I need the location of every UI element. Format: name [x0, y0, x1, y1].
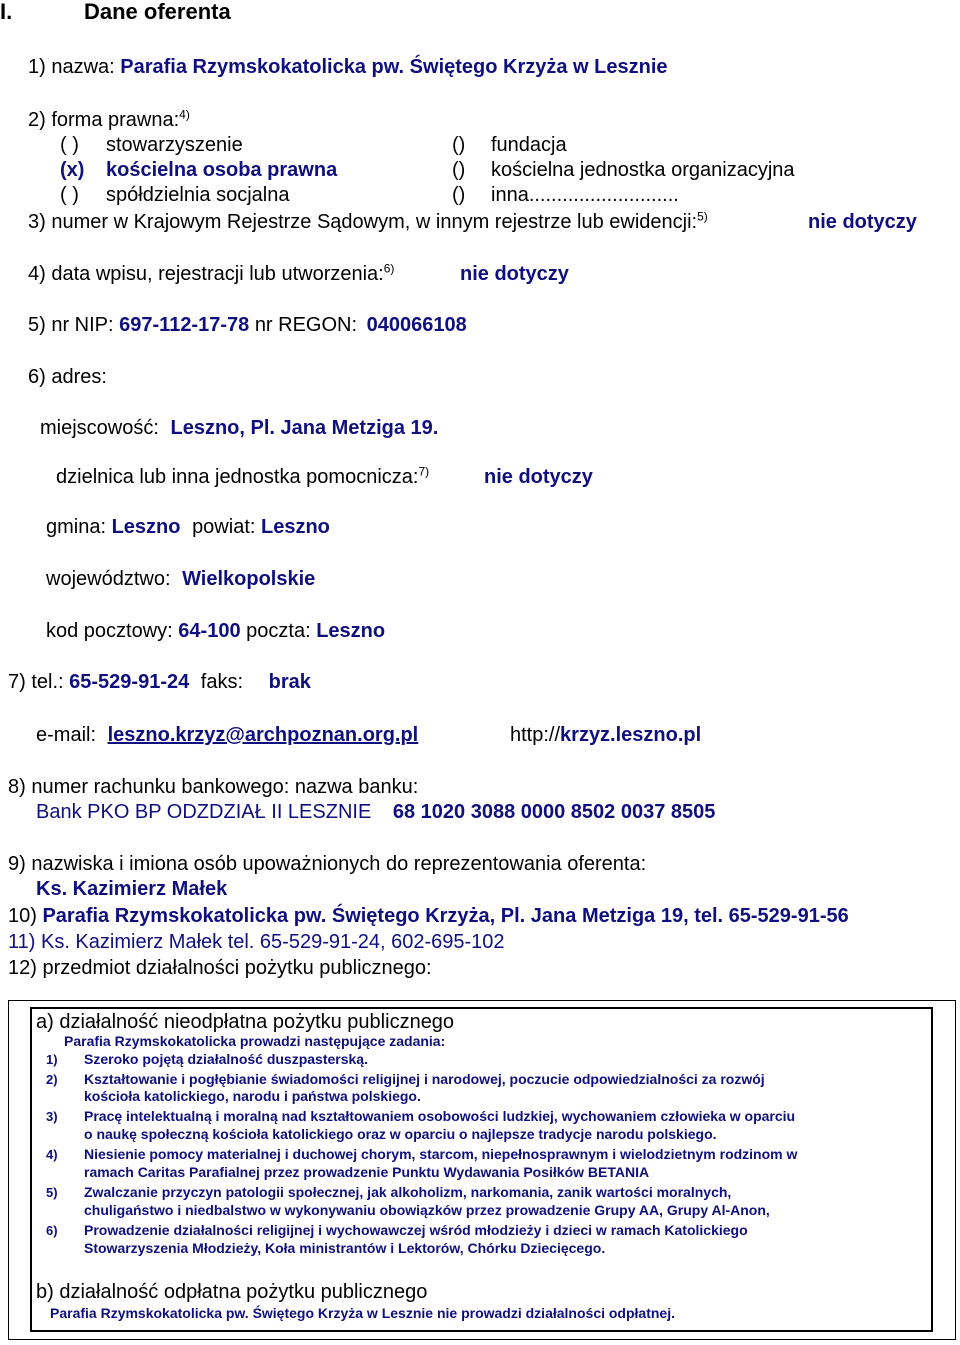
- option-mark: (): [452, 184, 466, 206]
- item10-row: 10) Parafia Rzymskokatolicka pw. Świętego Krzyża, Pl. Jana Metziga 19, tel. 65-529-91-56: [8, 905, 849, 927]
- bank-label: 8) numer rachunku bankowego: nazwa banku:: [8, 776, 419, 798]
- option-text-selected: kościelna osoba prawna: [106, 159, 338, 181]
- website-link[interactable]: krzyz.leszno.pl: [560, 724, 702, 746]
- powiat-value: Leszno: [261, 516, 330, 538]
- footnote-5: 5): [697, 209, 708, 224]
- nip-value: 697-112-17-78: [119, 314, 250, 336]
- task-number: 2): [46, 1072, 58, 1087]
- free-activity-intro: Parafia Rzymskokatolicka prowadzi następujące zadania:: [64, 1033, 446, 1049]
- postal-row: kod pocztowy: 64-100 poczta: Leszno: [46, 620, 386, 642]
- email-row: e-mail: leszno.krzyz@archpoznan.org.pl: [36, 724, 419, 746]
- option-mark: ( ): [60, 184, 79, 206]
- task-line: kościoła katolickiego, narodu i państwa polskiego.: [84, 1088, 421, 1104]
- bank-row: [36, 800, 715, 824]
- task-number: 6): [46, 1223, 58, 1238]
- task-line: Kształtowanie i pogłębianie świadomości religijnej i narodowej, poczucie odpowiedzialności za rozwój: [84, 1071, 765, 1087]
- date-value: nie dotyczy: [460, 263, 569, 285]
- krs-value: nie dotyczy: [808, 211, 917, 233]
- task-line: Zwalczanie przyczyn patologii społecznej, jak alkoholizm, narkomania, zanik wartości moralnych,: [84, 1184, 732, 1200]
- option-text: spółdzielnia socjalna: [106, 184, 290, 206]
- task-line: Pracę intelektualną i moralną nad kształtowaniem osobowości ludzkiej, wychowaniem człowieka w oparciu: [84, 1108, 796, 1124]
- option-text: kościelna jednostka organizacyjna: [491, 159, 795, 181]
- option-text: fundacja: [491, 134, 567, 156]
- option-mark: (x): [60, 159, 85, 181]
- footnote-6: 6): [383, 261, 395, 276]
- item10-value: Parafia Rzymskokatolicka pw. Świętego Krzyża, Pl. Jana Metziga 19, tel. 65-529-91-56: [42, 905, 849, 927]
- option-mark: (): [452, 159, 466, 181]
- option-mark: ( ): [60, 134, 79, 156]
- option-text: stowarzyszenie: [106, 134, 243, 156]
- regon-label: nr REGON:: [254, 314, 358, 336]
- legal-form-label: 2) forma prawna:$^{4)}$: [28, 107, 190, 131]
- gmina-value: Leszno: [111, 516, 181, 538]
- task-number: 5): [46, 1185, 58, 1200]
- item12-label: 12) przedmiot działalności pożytku publicznego:: [8, 957, 432, 979]
- option-mark: (): [452, 134, 466, 156]
- option-text: inna...........................: [491, 184, 679, 206]
- name-row: [28, 55, 668, 79]
- phone-row: 7) tel.: 65-529-91-24 faks: brak: [8, 671, 311, 693]
- website-row: http://krzyz.leszno.pl: [510, 724, 702, 746]
- address-label: 6) adres:: [28, 366, 107, 388]
- phone-value: 65-529-91-24: [69, 671, 190, 693]
- district-label: dzielnica lub inna jednostka pomocnicza:$^{7)}$: [56, 464, 430, 488]
- fax-value: brak: [268, 671, 311, 693]
- task-line: o naukę społeczną kościoła katolickiego oraz w oparciu o najlepsze tradycje narodu polskiego.: [84, 1126, 717, 1142]
- task-number: 1): [46, 1052, 58, 1067]
- ids-row: [28, 313, 467, 337]
- task-line: Szeroko pojętą działalność duszpasterską.: [84, 1051, 368, 1067]
- nip-label: 5) nr NIP:: [28, 314, 114, 336]
- post-office-value: Leszno: [316, 620, 386, 642]
- date-label: 4) data wpisu, rejestracji lub utworzenia:$^{6)}$: [28, 261, 395, 285]
- postal-code-value: 64-100: [178, 620, 241, 642]
- free-activity-title: a) działalność nieodpłatna pożytku publicznego: [36, 1011, 455, 1033]
- regon-value: 040066108: [366, 314, 467, 336]
- task-line: ramach Caritas Parafialnej przez prowadzenie Punktu Wydawania Posiłków BETANIA: [84, 1164, 650, 1180]
- reps-value: Ks. Kazimierz Małek: [36, 878, 228, 900]
- voivodeship-row: województwo: Wielkopolskie: [46, 568, 316, 590]
- gmina-row: gmina: Leszno powiat: Leszno: [46, 516, 330, 538]
- name-label: 1) nazwa:: [28, 56, 115, 78]
- task-line: Prowadzenie działalności religijnej i wychowawczej wśród młodzieży i dzieci w ramach Katolickiego: [84, 1222, 748, 1238]
- task-line: Niesienie pomocy materialnej i duchowej chorym, starcom, niepełnosprawnym i wielodzietnym rodzinom w: [84, 1146, 798, 1162]
- section-title: Dane oferenta: [84, 0, 231, 24]
- section-number: I.: [0, 0, 13, 24]
- krs-label: 3) numer w Krajowym Rejestrze Sądowym, w innym rejestrze lub ewidencji:$^{5)}$: [28, 209, 708, 233]
- paid-activity-text: Parafia Rzymskokatolicka pw. Świętego Krzyża w Lesznie nie prowadzi działalności odpłatnej.: [50, 1305, 675, 1321]
- name-value: Parafia Rzymskokatolicka pw. Świętego Krzyża w Lesznie: [120, 56, 668, 78]
- task-number: 4): [46, 1147, 58, 1162]
- city-row: miejscowość: Leszno, Pl. Jana Metziga 19.: [40, 417, 439, 439]
- footnote-4: 4): [179, 107, 190, 122]
- task-number: 3): [46, 1109, 58, 1124]
- email-link[interactable]: leszno.krzyz@archpoznan.org.pl: [107, 724, 419, 746]
- task-line: Stowarzyszenia Młodzieży, Koła ministrantów i Lektorów, Chórku Dziecięcego.: [84, 1240, 606, 1256]
- city-value: Leszno, Pl. Jana Metziga 19.: [170, 417, 439, 439]
- reps-label: 9) nazwiska i imiona osób upoważnionych do reprezentowania oferenta:: [8, 853, 647, 875]
- item11-value: 11) Ks. Kazimierz Małek tel. 65-529-91-24, 602-695-102: [8, 931, 505, 953]
- district-value: nie dotyczy: [484, 466, 593, 488]
- footnote-7: 7): [418, 464, 430, 479]
- voivodeship-value: Wielkopolskie: [182, 568, 316, 590]
- paid-activity-title: b) działalność odpłatna pożytku publicznego: [36, 1281, 428, 1303]
- task-line: chuligaństwo i niedbalstwo w wykonywaniu obowiązków przez prowadzenie Grupy AA, Grupy Al-Anon,: [84, 1202, 770, 1218]
- bank-account: 68 1020 3088 0000 8502 0037 8505: [392, 801, 716, 823]
- bank-name: Bank PKO BP ODZDZIAŁ II LESZNIE: [36, 801, 372, 823]
